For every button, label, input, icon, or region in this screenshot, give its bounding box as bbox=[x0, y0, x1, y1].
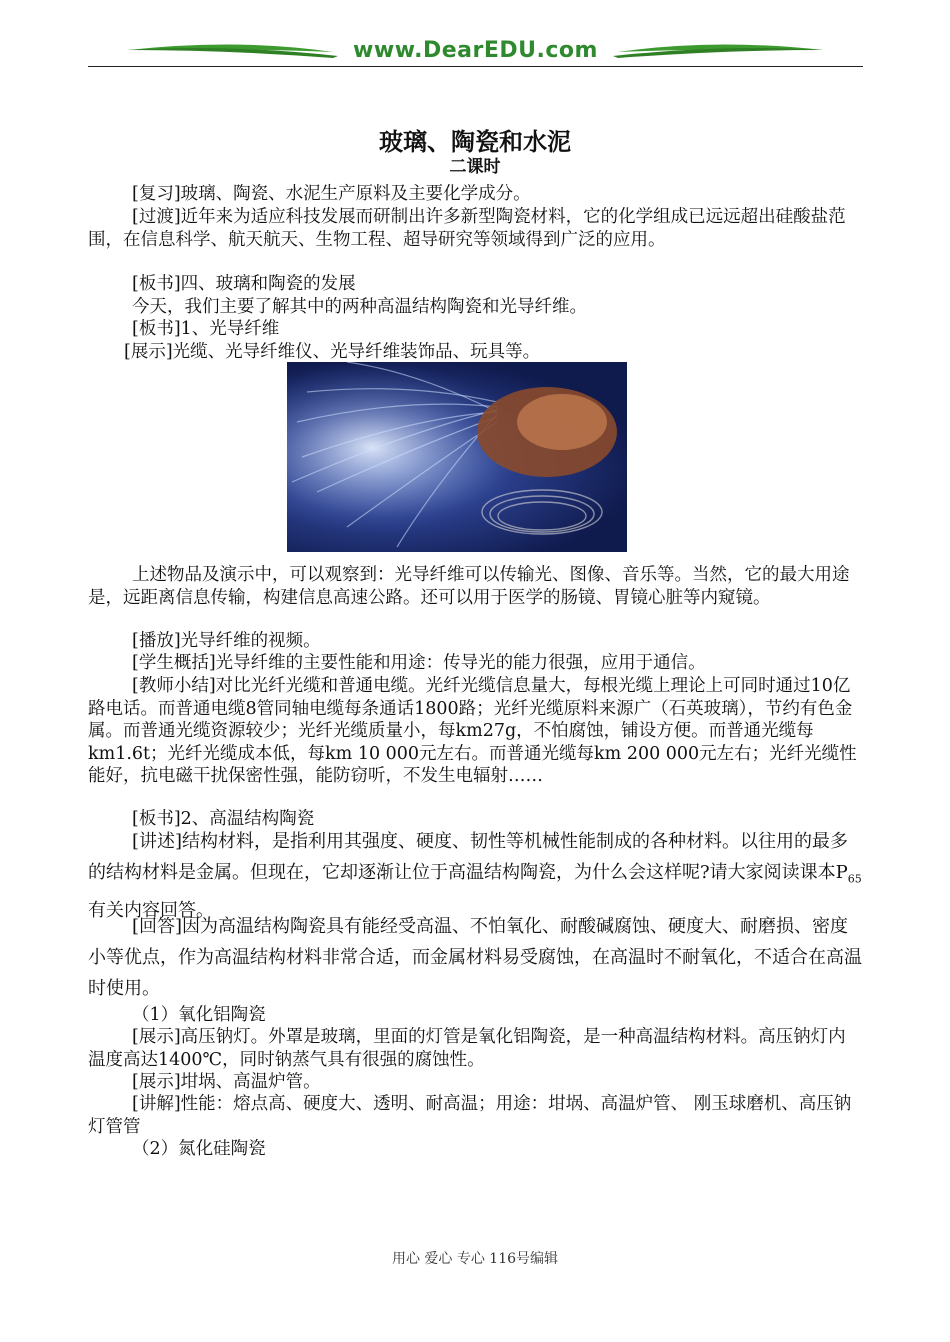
fiber-optic-bundle-icon bbox=[287, 362, 627, 552]
paragraph-teacher-summary: [教师小结]对比光纤光缆和普通电缆。光纤光缆信息量大，每根光缆上理论上可同时通过10亿路电话。而普通电缆8管同轴电缆每条通话1800路；光纤光缆原料来源广（石英玻璃），节约有色金属。而普通光缆资源较少；光纤光缆质量小，每km27g，不怕腐蚀，铺设方便。而普通光缆每km1.6t；光纤光缆成本低，每km 10 000元左右。而普通光缆每km 200 000元左右；光纤光缆性能好，抗电磁干扰保密性强，能防窃听，不发生电辐射…… bbox=[88, 676, 857, 786]
paragraph-board-ceramics: [板书]2、高温结构陶瓷 bbox=[132, 809, 315, 829]
page-footer: 用心 爱心 专心 116号编辑 bbox=[391, 1251, 559, 1267]
paragraph-show-fiber: [展示]光缆、光导纤维仪、光导纤维装饰品、玩具等。 bbox=[124, 342, 541, 362]
header-divider bbox=[88, 66, 863, 67]
paragraph-lecture: [讲述]结构材料，是指利用其强度、硬度、韧性等机械性能制成的各种材料。以往用的最多的结构材料是金属。但现在，它却逐渐让位于高温结构陶瓷，为什么会这样呢?请大家阅读课本$P_{65}$有关内容回答。 bbox=[88, 831, 862, 921]
site-header-banner bbox=[88, 36, 863, 70]
paragraph-explain: [讲解]性能：熔点高、硬度大、透明、耐高温；用途：坩埚、高温炉管、 刚玉球磨机、高压钠灯管管 bbox=[88, 1094, 852, 1137]
paragraph-review: [复习]玻璃、陶瓷、水泥生产原料及主要化学成分。 bbox=[132, 184, 531, 204]
paragraph-answer: [回答]因为高温结构陶瓷具有能经受高温、不怕氧化、耐酸碱腐蚀、硬度大、耐磨损、密度小等优点，作为高温结构材料非常合适，而金属材料易受腐蚀，在高温时不耐氧化，不适合在高温时使用。 bbox=[88, 916, 862, 999]
page-number-subscript: 65 bbox=[847, 872, 862, 886]
paragraph-student-summary: [学生概括]光导纤维的主要性能和用途：传导光的能力很强，应用于通信。 bbox=[132, 653, 706, 673]
paragraph-board-fiber: [板书]1、光导纤维 bbox=[132, 319, 280, 339]
site-logo-text: www.DearEDU.com bbox=[353, 38, 598, 63]
paragraph-alumina: （1）氧化铝陶瓷 bbox=[132, 1005, 266, 1025]
paragraph-show-lamp: [展示]高压钠灯。外罩是玻璃，里面的灯管是氧化铝陶瓷，是一种高温结构材料。高压钠灯内温度高达1400℃，同时钠蒸气具有很强的腐蚀性。 bbox=[88, 1027, 846, 1070]
paragraph-transition: [过渡]近年来为适应科技发展而研制出许多新型陶瓷材料，它的化学组成已远远超出硅酸盐范围，在信息科学、航天航天、生物工程、超导研究等领域得到广泛的应用。 bbox=[88, 207, 846, 250]
paragraph-today: 今天，我们主要了解其中的两种高温结构陶瓷和光导纤维。 bbox=[132, 297, 587, 317]
paragraph-silicon-nitride: （2）氮化硅陶瓷 bbox=[132, 1139, 266, 1159]
paragraph-show-crucible: [展示]坩埚、高温炉管。 bbox=[132, 1072, 321, 1092]
paragraph-board-4: [板书]四、玻璃和陶瓷的发展 bbox=[132, 274, 356, 294]
paragraph-play-video: [播放]光导纤维的视频。 bbox=[132, 631, 321, 651]
optical-fiber-photo bbox=[287, 362, 627, 552]
paragraph-observe: 上述物品及演示中，可以观察到：光导纤维可以传输光、图像、音乐等。当然，它的最大用途是，远距离信息传输，构建信息高速公路。还可以用于医学的肠镜、胃镜心脏等内窥镜。 bbox=[88, 565, 850, 608]
page-subtitle: 二课时 bbox=[449, 157, 501, 177]
page-title: 玻璃、陶瓷和水泥 bbox=[379, 128, 571, 156]
